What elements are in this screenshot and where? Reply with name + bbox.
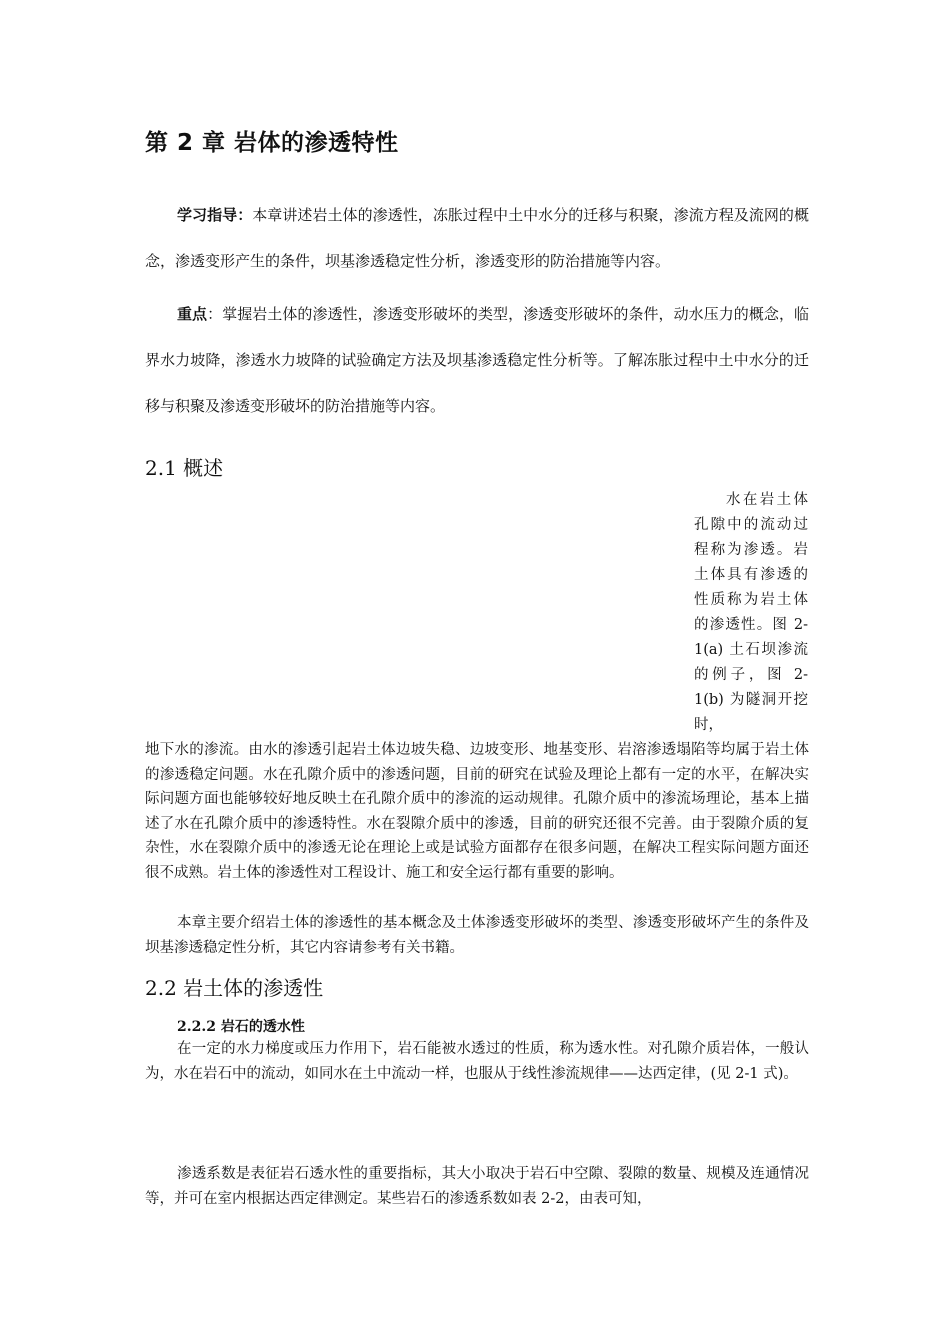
key-points-label: 重点 — [177, 305, 208, 323]
permeability-paragraph-1: 在一定的水力梯度或压力作用下，岩石能被水透过的性质，称为透水性。对孔隙介质岩体，一般认为，水在岩石中的流动，如同水在土中流动一样，也服从于线性渗流规律——达西定律，(见 2-1 式)。 — [145, 1041, 809, 1082]
overview-paragraph-2: 本章主要介绍岩土体的渗透性的基本概念及土体渗透变形破坏的类型、渗透变形破坏产生的条件及坝基渗透稳定性分析，其它内容请参考有关书籍。 — [145, 915, 809, 956]
key-points-paragraph — [145, 291, 809, 429]
section-2-2-heading: 2.2 岩土体的渗透性 — [145, 976, 324, 1000]
permeability-paragraph-2: 渗透系数是表征岩石透水性的重要指标，其大小取决于岩石中空隙、裂隙的数量、规模及连通情况等，并可在室内根据达西定律测定。某些岩石的渗透系数如表 2-2，由表可知， — [145, 1166, 809, 1207]
study-guide-label: 学习指导： — [177, 206, 253, 224]
study-guide-paragraph — [145, 192, 809, 284]
figure-placeholder — [145, 485, 675, 735]
overview-narrow-text: 水在岩土体孔隙中的流动过程称为渗透。岩土体具有渗透的性质称为岩土体的渗透性。图 2-1(a) 土石坝渗流的例子，图 2-1(b) 为隧洞开挖时， — [694, 492, 808, 733]
study-guide-text: 本章讲述岩土体的渗透性，冻胀过程中土中水分的迁移与积聚，渗流方程及流网的概念，渗透变形产生的条件，坝基渗透稳定性分析，渗透变形的防治措施等内容。 — [145, 206, 809, 270]
key-points-text: ：掌握岩土体的渗透性，渗透变形破坏的类型，渗透变形破坏的条件，动水压力的概念，临界水力坡降，渗透水力坡降的试验确定方法及坝基渗透稳定性分析等。了解冻胀过程中土中水分的迁移与积聚及渗透变形破坏的防治措施等内容。 — [145, 305, 809, 415]
section-2-1-heading: 2.1 概述 — [145, 456, 224, 480]
subsection-2-2-2-heading: 2.2.2 岩石的透水性 — [177, 1019, 305, 1035]
overview-continued-text: 地下水的渗流。由水的渗透引起岩土体边坡失稳、边坡变形、地基变形、岩溶渗透塌陷等均属于岩土体的渗透稳定问题。水在孔隙介质中的渗透问题，目前的研究在试验及理论上都有一定的水平，在解决实际问题方面也能够较好地反映土在孔隙介质中的渗流的运动规律。孔隙介质中的渗流场理论，基本上描述了水在孔隙介质中的渗透特性。水在裂隙介质中的渗透，目前的研究还很不完善。由于裂隙介质的复杂性，水在裂隙介质中的渗透无论在理论上或是试验方面都存在很多问题，在解决工程实际问题方面还很不成熟。岩土体的渗透性对工程设计、施工和安全运行都有重要的影响。 — [145, 742, 809, 881]
chapter-title: 第 2 章 岩体的渗透特性 — [145, 130, 399, 156]
